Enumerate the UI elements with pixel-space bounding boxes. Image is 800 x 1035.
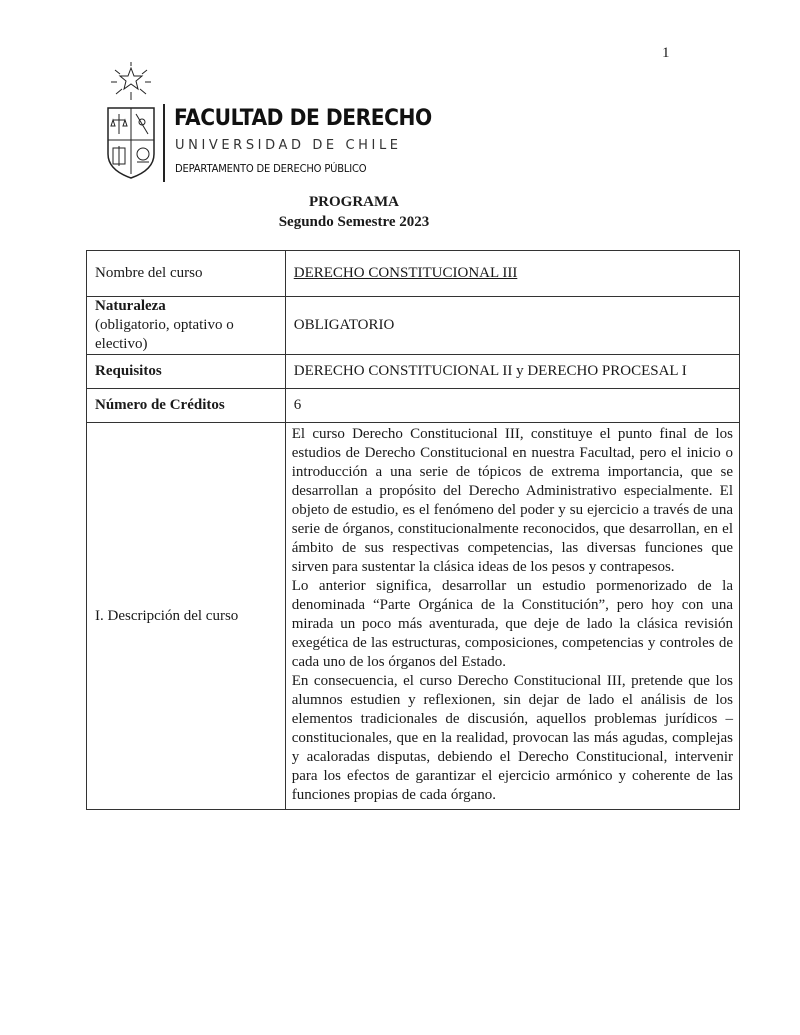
nature-label: Naturaleza (95, 298, 166, 314)
header-divider (163, 104, 165, 182)
description-paragraph: El curso Derecho Constitucional III, constituye el punto final de los estudios de Derecho Constitucional en nuestra Facultad, pero el inicio o introducción a una serie de tópicos de extrema importancia, que se desarrollan a propósito del Derecho Administrativo especialmente. El objeto de estudio, es el fenómeno del poder y su ejercicio a través de una serie de órganos, constitucionalmente reconocidos, que desarrollan, en el ámbito de sus respectivas competencias, las diversas funciones que sirven para sustentar la clásica ideas de los pesos y contrapesos. (291, 426, 733, 575)
requirements-value: DERECHO CONSTITUCIONAL II y DERECHO PROCESAL I (285, 355, 739, 389)
university-name: UNIVERSIDAD DE CHILE (175, 138, 402, 153)
course-name-value (285, 251, 739, 297)
nature-sublabel: (obligatorio, optativo o electivo) (95, 317, 234, 352)
faculty-name: FACULTAD DE DERECHO (174, 106, 432, 131)
title-line-1: PROGRAMA (309, 194, 399, 210)
requirements-label: Requisitos (87, 355, 286, 389)
description-text (285, 423, 739, 810)
course-info-table (86, 250, 740, 810)
table-row (87, 423, 740, 810)
title-line-2: Segundo Semestre 2023 (278, 214, 430, 230)
course-name-label: Nombre del curso (87, 251, 286, 297)
description-paragraph: Lo anterior significa, desarrollar un estudio pormenorizado de la denominada “Parte Orgánica de la Constitución”, pero hoy con una mirada un poco más aventurada, que deje de lado la clásica revisión exegética de las estructuras, composiciones, competencias y controles de cada uno de los órganos del Estado. (291, 578, 733, 670)
credits-label: Número de Créditos (87, 389, 286, 423)
university-crest-icon (103, 62, 159, 180)
table-row (87, 251, 740, 297)
table-row (87, 355, 740, 389)
table-row (87, 297, 740, 355)
document-title (0, 192, 708, 232)
department-name: DEPARTAMENTO DE DERECHO PÚBLICO (175, 163, 367, 175)
nature-label-cell (87, 297, 286, 355)
credits-value: 6 (285, 389, 739, 423)
nature-value: OBLIGATORIO (285, 297, 739, 355)
description-paragraph: En consecuencia, el curso Derecho Constitucional III, pretende que los alumnos estudien y reflexionen, sin dejar de lado el análisis de los elementos tradicionales de discusión, aquellos problemas jurídicos – constitucionales, que en la realidad, provocan las más agudas, complejas y acaloradas disputas, debiendo el Derecho Constitucional, intervenir para los efectos de garantizar el ejercicio armónico y coherente de las funciones propias de cada órgano. (291, 673, 733, 803)
description-label: I. Descripción del curso (87, 423, 286, 810)
page-number: 1 (662, 45, 670, 61)
course-name-text: DERECHO CONSTITUCIONAL III (293, 265, 518, 281)
table-row (87, 389, 740, 423)
